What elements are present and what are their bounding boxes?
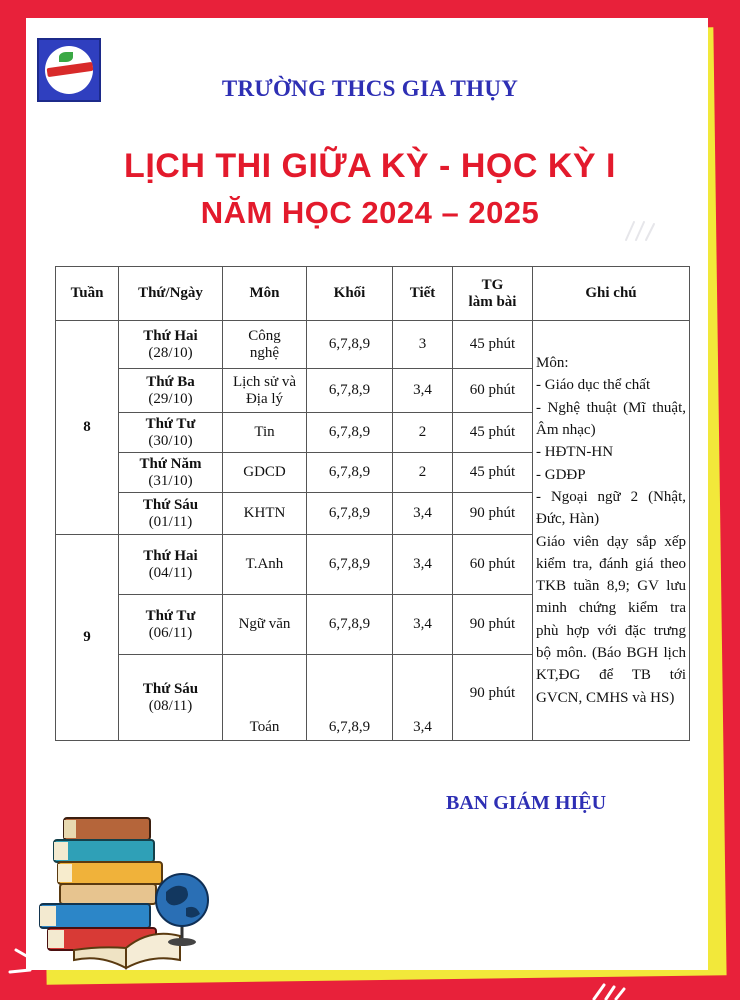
day-cell: Thứ Hai (04/11) <box>119 535 223 595</box>
day-cell: Thứ Tư (30/10) <box>119 413 223 453</box>
time-cell: 90 phút <box>453 655 533 741</box>
subject-cell: Lịch sử và Địa lý <box>223 369 307 413</box>
subject-cell: Tin <box>223 413 307 453</box>
table-header-row <box>56 267 690 321</box>
time-cell: 90 phút <box>453 595 533 655</box>
grade-cell: 6,7,8,9 <box>307 655 393 741</box>
signature: BAN GIÁM HIỆU <box>446 792 607 814</box>
period-cell: 3,4 <box>393 595 453 655</box>
header-note: Ghi chú <box>533 267 690 321</box>
day-cell: Thứ Sáu (01/11) <box>119 493 223 535</box>
subject-cell: Ngữ văn <box>223 595 307 655</box>
note-cell: Môn: - Giáo dục thể chất - Nghệ thuật (Mĩ thuật, Âm nhạc) - HĐTN-HN - GDĐP - Ngoại ngữ 2 (Nhật, Đức, Hàn) Giáo viên dạy sắp xếp kiểm tra, đánh giá theo TKB tuần 8,9; GV lưu minh chứng kiểm tra phù hợp với đặc trưng bộ môn. (Báo BGH lịch KT,ĐG để TB tới GVCN, CMHS và HS) <box>533 321 690 741</box>
day-cell: Thứ Ba (29/10) <box>119 369 223 413</box>
period-cell: 3,4 <box>393 493 453 535</box>
day-cell: Thứ Năm (31/10) <box>119 453 223 493</box>
subject-cell: GDCD <box>223 453 307 493</box>
subject-cell: Toán <box>223 655 307 741</box>
grade-cell: 6,7,8,9 <box>307 369 393 413</box>
table-row <box>56 321 690 369</box>
grade-cell: 6,7,8,9 <box>307 493 393 535</box>
grade-cell: 6,7,8,9 <box>307 535 393 595</box>
page-title: LỊCH THI GIỮA KỲ - HỌC KỲ I <box>124 147 616 185</box>
subject-cell: T.Anh <box>223 535 307 595</box>
time-cell: 60 phút <box>453 369 533 413</box>
period-cell: 3,4 <box>393 369 453 413</box>
day-cell: Thứ Hai (28/10) <box>119 321 223 369</box>
header-period: Tiết <box>393 267 453 321</box>
time-cell: 60 phút <box>453 535 533 595</box>
period-cell: 3 <box>393 321 453 369</box>
grade-cell: 6,7,8,9 <box>307 321 393 369</box>
exam-schedule-table <box>55 266 690 741</box>
header-grade: Khối <box>307 267 393 321</box>
school-name: TRƯỜNG THCS GIA THỤY <box>221 76 519 101</box>
time-cell: 45 phút <box>453 453 533 493</box>
time-cell: 45 phút <box>453 321 533 369</box>
header-time: TG làm bài <box>453 267 533 321</box>
header-subject: Môn <box>223 267 307 321</box>
grade-cell: 6,7,8,9 <box>307 595 393 655</box>
time-cell: 45 phút <box>453 413 533 453</box>
sparkle-icon <box>580 975 640 1000</box>
header-day: Thứ/Ngày <box>119 267 223 321</box>
week-cell: 9 <box>56 535 119 741</box>
books-globe-illustration <box>30 800 230 970</box>
grade-cell: 6,7,8,9 <box>307 413 393 453</box>
period-cell: 3,4 <box>393 535 453 595</box>
grade-cell: 6,7,8,9 <box>307 453 393 493</box>
period-cell: 3,4 <box>393 655 453 741</box>
period-cell: 2 <box>393 453 453 493</box>
week-cell: 8 <box>56 321 119 535</box>
header-week: Tuần <box>56 267 119 321</box>
subject-cell: KHTN <box>223 493 307 535</box>
day-cell: Thứ Sáu (08/11) <box>119 655 223 741</box>
subject-cell: Công nghệ <box>223 321 307 369</box>
time-cell: 90 phút <box>453 493 533 535</box>
page-subtitle: NĂM HỌC 2024 – 2025 <box>200 195 540 230</box>
day-cell: Thứ Tư (06/11) <box>119 595 223 655</box>
period-cell: 2 <box>393 413 453 453</box>
